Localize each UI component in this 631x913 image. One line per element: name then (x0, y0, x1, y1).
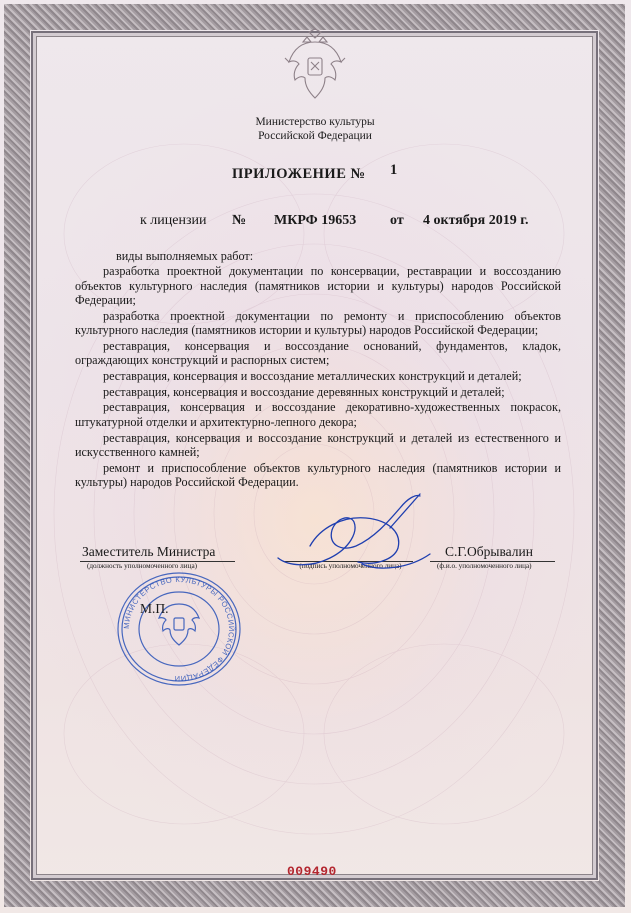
appendix-title: ПРИЛОЖЕНИЕ № (232, 166, 366, 182)
license-date: 4 октября 2019 г. (423, 213, 529, 228)
ministry-line-1: Министерство культуры (255, 116, 375, 128)
license-number-sign: № (232, 213, 247, 228)
license-from-label: от (390, 213, 404, 228)
handwritten-signature (270, 488, 440, 578)
license-reference (140, 213, 560, 233)
work-item: ремонт и приспособление объектов культурного наследия (памятников истории и культуры) народов Российской Федерации. (75, 460, 561, 489)
name-caption: (ф.и.о. уполномоченного лица) (437, 562, 532, 570)
ministry-header (190, 115, 440, 143)
work-item: разработка проектной документации по ремонту и приспособлению объектов культурного наследия (памятников истории и культуры) народов Российской Федерации; (75, 308, 561, 337)
work-item: реставрация, консервация и воссоздание декоративно-художественных покрасок, штукатурной отделки и архитектурно-лепного декора; (75, 400, 561, 429)
work-item: реставрация, консервация и воссоздание оснований, фундаментов, кладок, ограждающих конструкций и распорных систем; (75, 338, 561, 368)
work-item: разработка проектной документации по консервации, реставрации и воссозданию объектов культурного наследия (памятников истории и культуры) народов Российской Федерации; (75, 264, 561, 307)
seal-mark-label: М.П. (140, 601, 169, 616)
license-number: МКРФ 19653 (274, 213, 357, 228)
signatory-name: С.Г.Обрывалин (445, 544, 533, 559)
signature-caption: (подпись уполномоченного лица) (299, 562, 402, 570)
work-item: реставрация, консервация и воссоздание металлических конструкций и деталей; (103, 368, 522, 383)
work-item: реставрация, консервация и воссоздание конструкций и деталей из естественного и искусственного камней; (75, 430, 561, 459)
form-serial-number: 009490 (287, 864, 337, 879)
works-intro: виды выполняемых работ: (116, 249, 254, 263)
ministry-line-2: Российской Федерации (258, 130, 372, 142)
appendix-number: 1 (390, 162, 398, 178)
role-caption: (должность уполномоченного лица) (87, 562, 198, 570)
coat-of-arms-emblem (283, 28, 347, 102)
signatory-role: Заместитель Министра (82, 544, 216, 559)
work-item: реставрация, консервация и воссоздание деревянных конструкций и деталей; (103, 384, 505, 399)
works-list (75, 249, 561, 491)
official-seal-stamp (114, 570, 244, 688)
license-prefix: к лицензии (140, 213, 207, 228)
stamp-text: МИНИСТЕРСТВО КУЛЬТУРЫ РОССИЙСКОЙ ФЕДЕРАЦИИ (121, 574, 237, 684)
